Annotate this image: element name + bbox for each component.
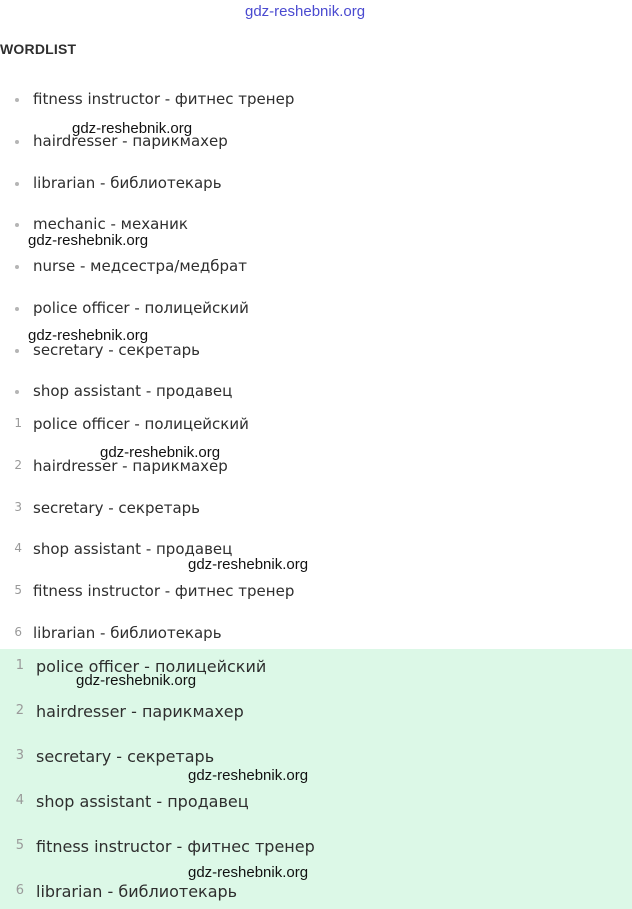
bullet-icon — [15, 223, 19, 227]
bullet-icon — [15, 390, 19, 394]
watermark: gdz-reshebnik.org — [188, 767, 309, 784]
bullet-icon — [15, 140, 19, 144]
bullet-icon — [15, 265, 19, 269]
watermark: gdz-reshebnik.org — [28, 232, 149, 249]
bullet-icon — [15, 307, 19, 311]
bullet-icon — [15, 349, 19, 353]
watermark: gdz-reshebnik.org — [100, 444, 221, 461]
bullet-icon — [15, 98, 19, 102]
watermark: gdz-reshebnik.org — [188, 556, 309, 573]
watermark: gdz-reshebnik.org — [76, 672, 197, 689]
bullet-icon — [15, 182, 19, 186]
watermark: gdz-reshebnik.org — [28, 327, 149, 344]
watermark: gdz-reshebnik.org — [72, 120, 193, 137]
watermark-top: gdz-reshebnik.org — [245, 3, 366, 20]
watermark: gdz-reshebnik.org — [188, 864, 309, 881]
wordlist-heading: WORDLIST — [0, 41, 77, 57]
